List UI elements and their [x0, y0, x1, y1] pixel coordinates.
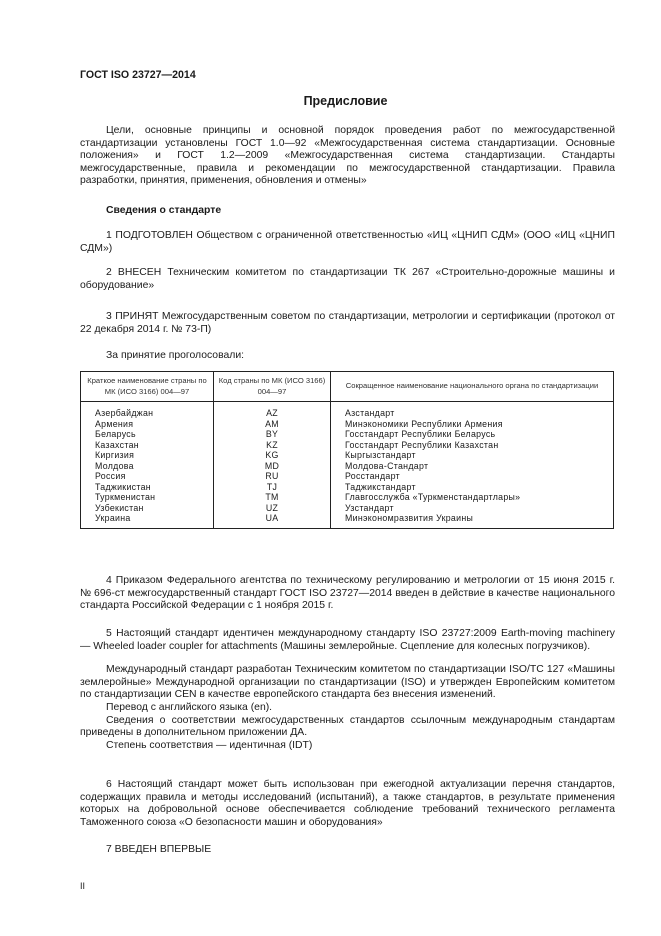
- cell-code: BY: [214, 429, 331, 440]
- table-row: [81, 440, 614, 451]
- table-row: [81, 482, 614, 493]
- cell-country: Азербайджан: [81, 402, 214, 419]
- item-3: 3 ПРИНЯТ Межгосударственным советом по стандартизации, метрологии и сертификации (протокол от 22 декабря 2014 г. № 73-П): [80, 311, 615, 335]
- cell-country: Беларусь: [81, 429, 214, 440]
- item-5-p5: Степень соответствия — идентичная (IDT): [106, 739, 313, 751]
- cell-code: UZ: [214, 503, 331, 514]
- table-row: [81, 429, 614, 440]
- cell-code: KG: [214, 450, 331, 461]
- page-title: Предисловие: [303, 94, 388, 108]
- item-5-p1: 5 Настоящий стандарт идентичен международному стандарту ISO 23727:2009 Earth-moving machinery — Wheeled loader coupler for attachments (Машины землеройные. Сцепление для колесных погрузчиков).: [80, 628, 615, 652]
- item-5-p2: Международный стандарт разработан Техническим комитетом по стандартизации ISO/TC 127 «Машины землеройные» Международной организации по стандартизации (ISO) и утвержден Европейским комитетом по стандартизации CEN в качестве европейского стандарта без внесения изменений.: [80, 664, 615, 701]
- cell-body: Молдова-Стандарт: [331, 461, 614, 472]
- item-5-p3: Перевод с английского языка (en).: [106, 701, 273, 713]
- cell-country: Украина: [81, 513, 214, 528]
- cell-country: Туркменистан: [81, 492, 214, 503]
- cell-code: UA: [214, 513, 331, 528]
- item-6: 6 Настоящий стандарт может быть использован при ежегодной актуализации перечня стандартов, содержащих правила и методы исследований (испытаний), а также стандартов, в результате применения которых на добровольной основе обеспечивается соблюдение требований технического регламента Таможенного союза «О безопасности машин и оборудования»: [80, 779, 615, 828]
- cell-country: Молдова: [81, 461, 214, 472]
- cell-country: Армения: [81, 419, 214, 430]
- cell-code: TM: [214, 492, 331, 503]
- page-number: II: [80, 881, 86, 891]
- cell-code: MD: [214, 461, 331, 472]
- voting-table: [80, 371, 614, 529]
- table-row: [81, 503, 614, 514]
- col-header-code: Код страны по МК (ИСО 3166) 004—97: [214, 372, 331, 402]
- table-row: [81, 419, 614, 430]
- cell-body: Минэкономразвития Украины: [331, 513, 614, 528]
- col-header-body: Сокращенное наименование национального органа по стандартизации: [331, 372, 614, 402]
- cell-body: Главгосслужба «Туркменстандартлары»: [331, 492, 614, 503]
- table-row: [81, 513, 614, 528]
- col-header-country: Краткое наименование страны по МК (ИСО 3166) 004—97: [81, 372, 214, 402]
- table-row: [81, 471, 614, 482]
- item-1: 1 ПОДГОТОВЛЕН Обществом с ограниченной ответственностью «ИЦ «ЦНИП СДМ» (ООО «ИЦ «ЦНИП СДМ»): [80, 230, 615, 254]
- table-row: [81, 492, 614, 503]
- item-5-p4: Сведения о соответствии межгосударственных стандартов ссылочным международным стандартам приведены в дополнительном приложении ДА.: [80, 714, 615, 739]
- cell-body: Минэкономики Республики Армения: [331, 419, 614, 430]
- cell-body: Таджикстандарт: [331, 482, 614, 493]
- item-5: [80, 628, 615, 752]
- cell-country: Россия: [81, 471, 214, 482]
- cell-code: AZ: [214, 402, 331, 419]
- table-row: [81, 402, 614, 419]
- cell-body: Росстандарт: [331, 471, 614, 482]
- voted-label: За принятие проголосовали:: [106, 350, 245, 361]
- cell-code: AM: [214, 419, 331, 430]
- cell-country: Узбекистан: [81, 503, 214, 514]
- cell-body: Азстандарт: [331, 402, 614, 419]
- cell-code: KZ: [214, 440, 331, 451]
- table-row: [81, 461, 614, 472]
- table-row: [81, 450, 614, 461]
- document-header: ГОСТ ISO 23727—2014: [80, 69, 196, 81]
- cell-country: Казахстан: [81, 440, 214, 451]
- section-heading: Сведения о стандарте: [106, 205, 222, 216]
- cell-code: RU: [214, 471, 331, 482]
- cell-code: TJ: [214, 482, 331, 493]
- intro-paragraph: Цели, основные принципы и основной порядок проведения работ по межгосударственной стандартизации установлены ГОСТ 1.0—92 «Межгосударственная система стандартизации. Основные положения» и ГОСТ 1.2—2009 «Межгосударственная система стандартизации. Стандарты межгосударственные, правила и рекомендации по межгосударственной стандартизации. Правила разработки, принятия, применения, обновления и отмены»: [80, 125, 615, 187]
- item-4: 4 Приказом Федерального агентства по техническому регулированию и метрологии от 15 июня 2015 г. № 696-ст межгосударственный стандарт ГОСТ ISO 23727—2014 введен в действие в качестве национального стандарта Российской Федерации с 1 ноября 2015 г.: [80, 575, 615, 612]
- cell-body: Госстандарт Республики Беларусь: [331, 429, 614, 440]
- cell-country: Киргизия: [81, 450, 214, 461]
- cell-body: Госстандарт Республики Казахстан: [331, 440, 614, 451]
- item-7: 7 ВВЕДЕН ВПЕРВЫЕ: [106, 844, 212, 855]
- cell-body: Узстандарт: [331, 503, 614, 514]
- cell-country: Таджикистан: [81, 482, 214, 493]
- cell-body: Кыргызстандарт: [331, 450, 614, 461]
- item-2: 2 ВНЕСЕН Техническим комитетом по стандартизации ТК 267 «Строительно-дорожные машины и оборудование»: [80, 267, 615, 291]
